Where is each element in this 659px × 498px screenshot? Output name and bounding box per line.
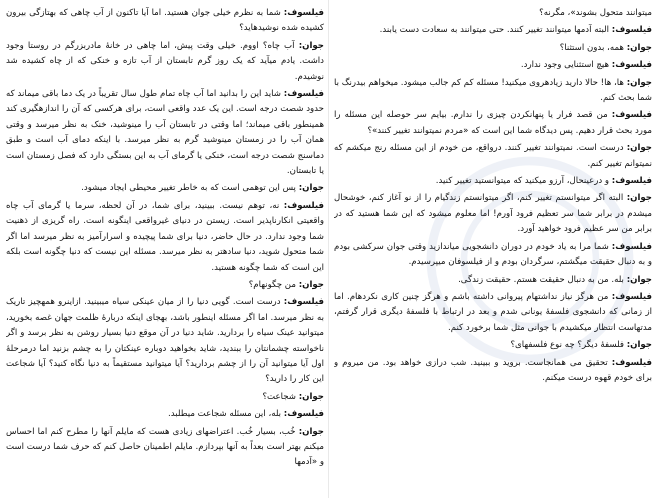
dialogue-text: شما مرا به یاد خودم در دوران دانشجویی میاندازید وقتی جوان سرکشی بودم و به دنبال حقیقت میگشتم، سرگردان بودم و از فیلسوفان میپرسیدم. bbox=[334, 241, 652, 268]
dialogue-text: تحقیق می همانجاست. بروید و ببینید. شب درازی خواهد بود. من میروم و برای خودم قهوه درست میکنم. bbox=[334, 357, 652, 383]
speaker-label: جوان: bbox=[626, 143, 652, 154]
speaker-label: فیلسوف: bbox=[283, 89, 324, 100]
dialogue-text: شجاعت؟ bbox=[262, 391, 299, 402]
speaker-label: جوان: bbox=[298, 183, 324, 194]
dialogue-text: البته اگر میتوانستم تغییر کنم، اگر میتوانستم زندگیام را از نو آغاز کنم، خوشحال میشدم در برابر شما سر تعظیم فرود آورم! اما معلوم میشود که این شما هستید که در برابر من سر عظیم فرود خواهید آورد. bbox=[334, 193, 652, 235]
dialogue-paragraph bbox=[6, 278, 324, 293]
dialogue-paragraph bbox=[334, 290, 652, 336]
dialogue-paragraph bbox=[6, 390, 324, 405]
dialogue-paragraph bbox=[6, 425, 324, 471]
dialogue-paragraph bbox=[334, 191, 652, 237]
speaker-label: فیلسوف: bbox=[611, 241, 652, 252]
dialogue-paragraph bbox=[6, 39, 324, 85]
dialogue-text: البته آدمها میتوانند تغییر کنند. حتی میتوانند به سعادت دست یابند. bbox=[379, 25, 612, 36]
right-page bbox=[334, 6, 652, 494]
speaker-label: فیلسوف: bbox=[611, 176, 652, 187]
dialogue-text: شما به نظرم خیلی جوان هستید. اما آیا تاکنون از آب چاهی که بهتازگی بیرون کشیده شده نوشیدهاید؟ bbox=[6, 8, 324, 34]
dialogue-text: درست است. گویی دنیا را از میان عینکی سیاه میبینید. ازاینرو همهچیز تاریک به نظر میرسد. اما اگر مسئله اینطور باشد، بهجای اینکه دربارهٔ ظلمت جهان غصه بخورید، میتوانید عینک سیاه را بردارید. شاید دنیا در آن موقع دنیا بسیار روشن به نظر برسد و اگر ناخواسته چشمانتان را ببندید، شاید بخواهید دوباره عینکتان را به چشم بزنید اما درمرحلهٔ اول آیا میتوانید آن را از چشم بردارید؟ آیا میتوانید مستقیماً به دنیا نگاه کنید؟ آیا شجاعت این کار را دارید؟ bbox=[6, 297, 324, 385]
speaker-label: فیلسوف: bbox=[611, 60, 652, 71]
dialogue-text: نه، توهم نیست. ببینید، برای شما، در آن لحظه، سرما یا گرمای آب چاه واقعیتی انکارناپذیر است. زیستن در دنیای غیرواقعی اینگونه است. راه گریزی از ذهنیت شما وجود ندارد. در حال حاضر، دنیا برای شما پیچیده و اسرارآمیز به نظر میرسد اما اگر شما متحول شوید، دنیا سادهتر به نظر میرسد. مسئله این نیست که دنیا چگونه است بلکه این است که شما چگونه هستید. bbox=[6, 200, 324, 273]
left-page bbox=[6, 6, 324, 494]
dialogue-paragraph bbox=[6, 6, 324, 37]
speaker-label: فیلسوف: bbox=[283, 297, 324, 308]
speaker-label: جوان: bbox=[626, 42, 652, 53]
dialogue-paragraph bbox=[334, 356, 652, 387]
dialogue-paragraph bbox=[334, 41, 652, 56]
dialogue-text: درست است. نمیتوانند تغییر کنند. درواقع، من خودم از این مسئله رنج میکشم که نمیتوانم تغییر کنم. bbox=[334, 143, 652, 169]
dialogue-text: فلسفهٔ دیگر؟ چه نوع فلسفهای؟ bbox=[510, 340, 627, 351]
speaker-label: جوان: bbox=[626, 274, 652, 285]
dialogue-text: من قصد فرار یا پنهانکردن چیزی را ندارم. بیایم سر حوصله این مسئله را مورد بحث قرار دهیم. پس دیدگاه شما این است که «مردم نمیتوانند تغییر کنند»؟ bbox=[334, 110, 652, 136]
dialogue-text: خُب، بسیار خُب. اعتراضهای زیادی هست که مایلم آنها را مطرح کنم اما احساس میکنم بهتر است بعداً به آنها بپردازم. مایلم اطمینان حاصل کنم که حرف شما درست است و «آدمها bbox=[6, 426, 324, 468]
dialogue-text: من چگونهام؟ bbox=[248, 279, 299, 290]
speaker-label: جوان: bbox=[298, 391, 324, 402]
dialogue-text: هیچ استثنایی وجود ندارد. bbox=[520, 60, 612, 71]
dialogue-text: آب چاه؟ اووم. خیلی وقت پیش، اما چاهی در خانهٔ مادربزرگم در روستا وجود داشت. یادم میآید که یک روز گرم تابستان از آب تازه و خنکی که از چاه کشیده شد نوشیدم. bbox=[6, 40, 324, 82]
dialogue-paragraph bbox=[6, 181, 324, 196]
dialogue-text: بله. من به دنبال حقیقت هستم. حقیقت زندگی. bbox=[458, 274, 627, 285]
dialogue-text: من هرگز نیاز نداشتهام پیروانی داشته باشم و هرگز چنین کاری نکردهام. اما از زمانی که دانشجوی فلسفهٔ یونانی شدم و بعد در ارتباط با فلسفهٔ دیگری قرار گرفتم، مدتهاست انتظار میکشیدم با جوانی مثل شما برخورد کنم. bbox=[334, 291, 652, 333]
dialogue-paragraph bbox=[334, 273, 652, 288]
speaker-label: فیلسوف: bbox=[611, 110, 652, 121]
speaker-label: فیلسوف: bbox=[283, 200, 324, 211]
dialogue-paragraph bbox=[334, 108, 652, 139]
dialogue-paragraph bbox=[6, 87, 324, 179]
dialogue-text: بله، این مسئله شجاعت میطلبد. bbox=[168, 409, 284, 420]
dialogue-text: ها، ها! حالا دارید زیادهروی میکنید! مسئله کم کم جالب میشود. میخواهم بیدرنگ با شما بحث کنم. bbox=[334, 77, 652, 104]
dialogue-text: شاید این را بدانید اما آب چاه تمام طول سال تقریباً در یک دما باقی میماند که حدود شصت درجه است. این یک عدد واقعی است، برای هرکسی که آن را اندازهگیری کند همینطور باقی میماند؛ اما وقتی در تابستان آب را مینوشید، خنک به نظر میرسد و وقتی همان آب را در زمستان مینوشید گرم به نظر میرسد. با اینکه دمای آب است و طبق دماسنج شصت درجه است، خنکی یا گرمای آب به این بستگی دارد که فصل زمستان است یا تابستان. bbox=[6, 89, 324, 177]
dialogue-paragraph bbox=[334, 58, 652, 73]
speaker-label: فیلسوف: bbox=[611, 25, 652, 36]
speaker-label: جوان: bbox=[626, 77, 652, 88]
dialogue-paragraph bbox=[6, 199, 324, 276]
speaker-label: فیلسوف: bbox=[283, 409, 324, 420]
speaker-label: فیلسوف: bbox=[611, 357, 652, 368]
page-gutter bbox=[328, 0, 329, 498]
dialogue-text: میتوانند متحول بشوند»، مگرنه؟ bbox=[539, 8, 652, 18]
speaker-label: جوان: bbox=[626, 340, 652, 351]
dialogue-paragraph bbox=[334, 76, 652, 107]
dialogue-paragraph bbox=[334, 23, 652, 38]
dialogue-paragraph bbox=[334, 6, 652, 21]
speaker-label: فیلسوف: bbox=[283, 8, 324, 18]
dialogue-paragraph bbox=[334, 338, 652, 353]
dialogue-paragraph bbox=[6, 407, 324, 422]
speaker-label: جوان: bbox=[298, 279, 324, 290]
speaker-label: جوان: bbox=[298, 40, 324, 51]
speaker-label: جوان: bbox=[626, 193, 652, 204]
dialogue-text: همه، بدون استثنا؟ bbox=[559, 42, 627, 53]
dialogue-paragraph bbox=[334, 240, 652, 271]
dialogue-paragraph bbox=[334, 174, 652, 189]
dialogue-paragraph bbox=[334, 141, 652, 172]
speaker-label: جوان: bbox=[298, 426, 324, 437]
dialogue-text: و درعینحال، آرزو میکنید که میتوانستید تغییر کنید. bbox=[435, 176, 612, 187]
speaker-label: فیلسوف: bbox=[611, 291, 652, 302]
dialogue-paragraph bbox=[6, 295, 324, 387]
dialogue-text: پس این توهمی است که به خاطر تغییر محیطی ایجاد میشود. bbox=[81, 183, 299, 194]
